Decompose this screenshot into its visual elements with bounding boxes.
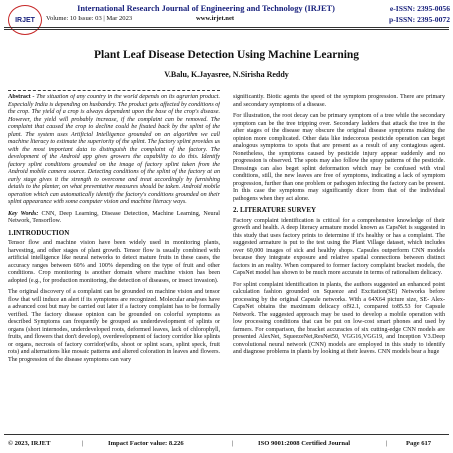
footer-iso: ISO 9001:2008 Certified Journal bbox=[258, 440, 351, 447]
section-heading-introduction: 1.INTRODUCTION bbox=[8, 228, 70, 237]
page-number: Page 617 bbox=[406, 440, 432, 447]
left-column bbox=[8, 94, 220, 426]
volume-line: Volume: 10 Issue: 03 | Mar 2023 bbox=[46, 15, 133, 22]
abstract-separator bbox=[8, 90, 220, 91]
footer-copyright: © 2023, IRJET bbox=[8, 440, 51, 447]
abstract bbox=[8, 94, 220, 207]
journal-title: International Research Journal of Engineering and Technology (IRJET) bbox=[77, 4, 335, 13]
right-column bbox=[233, 94, 445, 426]
footer-divider bbox=[4, 434, 449, 435]
section-heading-literature-survey: 2. LITERATURE SURVEY bbox=[233, 206, 317, 214]
eissn: e-ISSN: 2395-0056 bbox=[389, 4, 450, 13]
footer-separator: | bbox=[82, 440, 84, 447]
footer-separator: | bbox=[386, 440, 388, 447]
journal-logo bbox=[8, 5, 42, 35]
paper-authors: V.Balu, K.Jayasree, N.Sirisha Reddy bbox=[164, 70, 289, 79]
abstract-text: The situation of any country in the world depends on its agrarian product. Especially India is depending on husbandry. The product gets affected by conditions of the crop. The yield of a crop is always dependent upon the base of the crop's disease. However, the yield will probably increase, if the complaint can be removed. The complaint that caused the crop to decline could be fixated back by the splint of the plant. The system uses Artificial Intelligence grounded on an algorithm we call machine literacy to estimate the superiority of the splint. The factory splint provides us with the most important data to distinguish the complaint of the factory. The development of the Android app gives growers the capability to do this. Identify factory splint conditions grounded on the image of factory splint taken from the Android mobile camera source. Detecting conditions of the splint of the factory at an early stage gives it the strength to overcome and treat accordingly by furnishing details to the planter, on what preventative measures should be taken. Android mobile operation which can automatically identify the factory's conditions grounded on their splint appearance with some computer vision and machine literacy ways. bbox=[8, 94, 220, 205]
paragraph: Factory complaint identification is critical for a comprehensive knowledge of their growth and health. A deep literacy armature model known as CapsNet is suggested in this study that uses factory prints to determine if it's healthy or has a complaint. The suggested armature is put to the test using the Plant Village dataset, which includes over 60,000 images of sick and healthy shops. Capsules outperform CNN models because they integrate exposure and relative spatial connections between distinct factors in an reality. When compared to former factory complaint bracket models, the CapsNet model has shown to be much more accurate in terms of rationalism delicacy. bbox=[233, 217, 445, 276]
keywords-text: CNN, Deep Learning, Disease Detection, Machine Learning, Neural Network, Tensorflow. bbox=[8, 210, 220, 224]
paragraph: For splint complaint identification in plants, the authors suggested an enhanced point calculation fashion grounded on Squeeze and Excitation(SE) Networks before processing by the original Capsule networks. With a 64X64 picture size, SE- Alex- CapsNet obtains the maximum delicacy of92.1, compared to85.53 for Capsule Network. The suggested approach may be used to develop a mobile operation with low processing conditions that can be put on low-cost smart phones and used by farmers. For comparison, the bracket accuracies of six cutting-edge CNN models are presented AlexNet, SqueezeNet,ResNet50, VGG16,VGG19, and Inception V3.Deep convolutional neural network (CNN) models are employed in this study to identify and diagnose problems in plants by looking at their leaves. CNN models bear a huge bbox=[233, 281, 445, 355]
paper-title: Plant Leaf Disease Detection Using Machine Learning bbox=[93, 49, 360, 61]
pissn: p-ISSN: 2395-0072 bbox=[389, 15, 450, 24]
abstract-label: Abstract - bbox=[8, 94, 35, 100]
keywords bbox=[8, 211, 220, 226]
paragraph: significantly. Biotic agents the speed of the symptom progression. There are primary and secondary symptoms of a disease. bbox=[233, 94, 445, 108]
paragraph: The original discovery of a complaint can be grounded on machine vision and tensor flow that will induce an alert if its symptoms are recognized. Molecular analyses have a advanced cost but may be carried out later if a factory complaint has to be formally verified. The factory disease opinion can be grounded on colorful symptoms as described Symptoms can frequently be grouped as underdevelopment of splints or organs (short internodes, underdeveloped roots, deformed leaves, lack of chlorophyll, fruits, and flowers that don't develop), overdevelopment of factory corridor like splints or organs, necrosis of factory corridor(wilts, shoot or splint scars, splint speck, fruit rots) and alternations like mosaic patterns and altered coloration in leaves and flowers. The progression of the disease symptoms can vary bbox=[8, 289, 220, 363]
logo-text: IRJET bbox=[15, 16, 35, 24]
journal-website[interactable]: www.irjet.net bbox=[196, 15, 235, 22]
keywords-label: Key Words: bbox=[8, 210, 39, 217]
paragraph: Tensor flow and machine vision have been widely used in monitoring plants, harvesting, and other stages of plant growth. Tensor flow is usually combined with artificial intelligence like neural networks to detect mature fruits in these cases, the accuracy ranges between 60% and 100% depending on the type of fruit and other conditions. Crop monitoring is another domain where machine vision has been adopted (e.g., for production monitoring, the detection of diseases, or insect invasion). bbox=[8, 240, 220, 284]
footer-impact-factor: Impact Factor value: 8.226 bbox=[108, 440, 184, 447]
footer-separator: | bbox=[232, 440, 234, 447]
header-divider-secondary bbox=[4, 29, 449, 30]
header-divider bbox=[4, 27, 449, 28]
paragraph: For illustration, the root decay can be primary symptom of a tree while the secondary symptom can be the tree tripping over. Secondary ladders that attack the tree in the after stages of the disease may obscure the original disease symptoms making the opinion more complicated. Other data like indecorous pesticide operation can beget analogous symptoms to spots that are present as a result of any contagious agent. Nonetheless, the symptoms caused by pesticide injury appear suddenly and no progression is observed. The spots may also follow the spray patterns of the pesticide. Dressings can also beget splint deformation which may be confused with viral conditions, still, the new leaves are free of symptoms, indicating a lack of symptom progression, further than one problem or pathogen infecting the factory can be present. In this case the symptoms may significantly dicer from that of the individual pathogens when they act alone. bbox=[233, 113, 445, 202]
